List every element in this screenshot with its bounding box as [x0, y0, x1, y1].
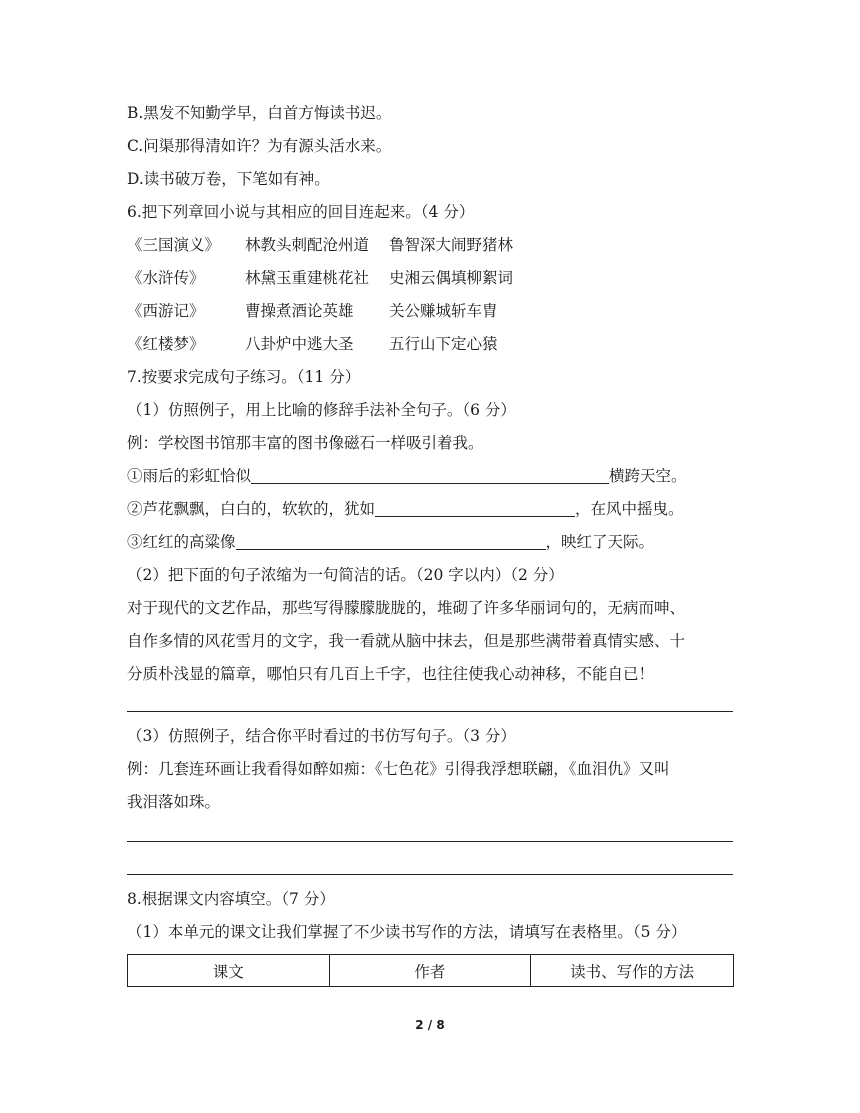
chapter-title: 五行山下定心猿 — [389, 335, 498, 353]
passage-line: 自作多情的风花雪月的文字，我一看就从脑中抹去，但是那些满带着真情实感、十 — [127, 632, 686, 650]
sentence-3-start: ③红红的高粱像 — [127, 533, 236, 551]
sentence-1 — [127, 466, 687, 486]
page-number: 2 / 8 — [415, 1018, 445, 1032]
sentence-3-end: ，映红了天际。 — [545, 533, 655, 551]
header-text: 课文 — [128, 955, 330, 987]
novel-name: 《三国演义》 — [127, 236, 221, 254]
sentence-1-start: ①雨后的彩虹恰似 — [127, 467, 252, 485]
sentence-2-start: ②芦花飘飘，白白的，软软的，犹如 — [127, 500, 376, 518]
passage-line: 对于现代的文艺作品，那些写得朦朦胧胧的，堆砌了许多华丽词句的，无病而呻、 — [127, 599, 686, 617]
chapter-title: 关公赚城斩车胄 — [389, 302, 498, 320]
sentence-2 — [127, 499, 684, 519]
q7-part1-title: （1）仿照例子，用上比喻的修辞手法补全句子。（6 分） — [127, 401, 516, 419]
q7-part1-example: 例：学校图书馆那丰富的图书像磁石一样吸引着我。 — [127, 434, 484, 452]
option-b: B.黑发不知勤学早，白首方悔读书迟。 — [127, 104, 392, 122]
chapter-title: 八卦炉中逃大圣 — [245, 335, 354, 353]
chapter-title: 林黛玉重建桃花社 — [245, 269, 370, 287]
question-7-title: 7.按要求完成句子练习。（11 分） — [127, 368, 361, 386]
q8-part1-title: （1）本单元的课文让我们掌握了不少读书写作的方法，请填写在表格里。（5 分） — [127, 923, 687, 941]
option-c: C.问渠那得清如许？为有源头活水来。 — [127, 137, 392, 155]
header-method: 读书、写作的方法 — [531, 955, 734, 987]
answer-line[interactable] — [127, 711, 733, 712]
chapter-title: 鲁智深大闹野猪林 — [389, 236, 514, 254]
q7-part3-example: 我泪落如珠。 — [127, 793, 221, 811]
q7-part2-title: （2）把下面的句子浓缩为一句简洁的话。（20 字以内）（2 分） — [127, 566, 564, 584]
sentence-2-end: ，在风中摇曳。 — [575, 500, 684, 518]
chapter-title: 史湘云偶填柳絮词 — [389, 269, 514, 287]
novel-name: 《西游记》 — [127, 302, 205, 320]
q7-part3-title: （3）仿照例子，结合你平时看过的书仿写句子。（3 分） — [127, 727, 516, 745]
sentence-3-blank[interactable] — [236, 533, 546, 550]
passage-line: 分质朴浅显的篇章，哪怕只有几百上千字，也往往使我心动神移，不能自已！ — [127, 665, 655, 683]
q7-part3-example: 例：几套连环画让我看得如醉如痴：《七色花》引得我浮想联翩，《血泪仇》又叫 — [127, 760, 670, 778]
sentence-1-end: 横跨天空。 — [609, 467, 687, 485]
answer-line[interactable] — [127, 874, 733, 875]
question-6-title: 6.把下列章回小说与其相应的回目连起来。（4 分） — [127, 203, 475, 221]
question-8-title: 8.根据课文内容填空。（7 分） — [127, 890, 335, 908]
table-header-row — [128, 955, 734, 987]
header-author: 作者 — [329, 955, 531, 987]
reading-methods-table — [127, 954, 734, 987]
sentence-3 — [127, 532, 654, 552]
answer-line[interactable] — [127, 841, 733, 842]
chapter-title: 林教头刺配沧州道 — [245, 236, 370, 254]
sentence-2-blank[interactable] — [375, 500, 575, 517]
novel-name: 《水浒传》 — [127, 269, 205, 287]
novel-name: 《红楼梦》 — [127, 335, 205, 353]
sentence-1-blank[interactable] — [251, 467, 609, 484]
option-d: D.读书破万卷，下笔如有神。 — [127, 170, 330, 188]
chapter-title: 曹操煮酒论英雄 — [245, 302, 354, 320]
